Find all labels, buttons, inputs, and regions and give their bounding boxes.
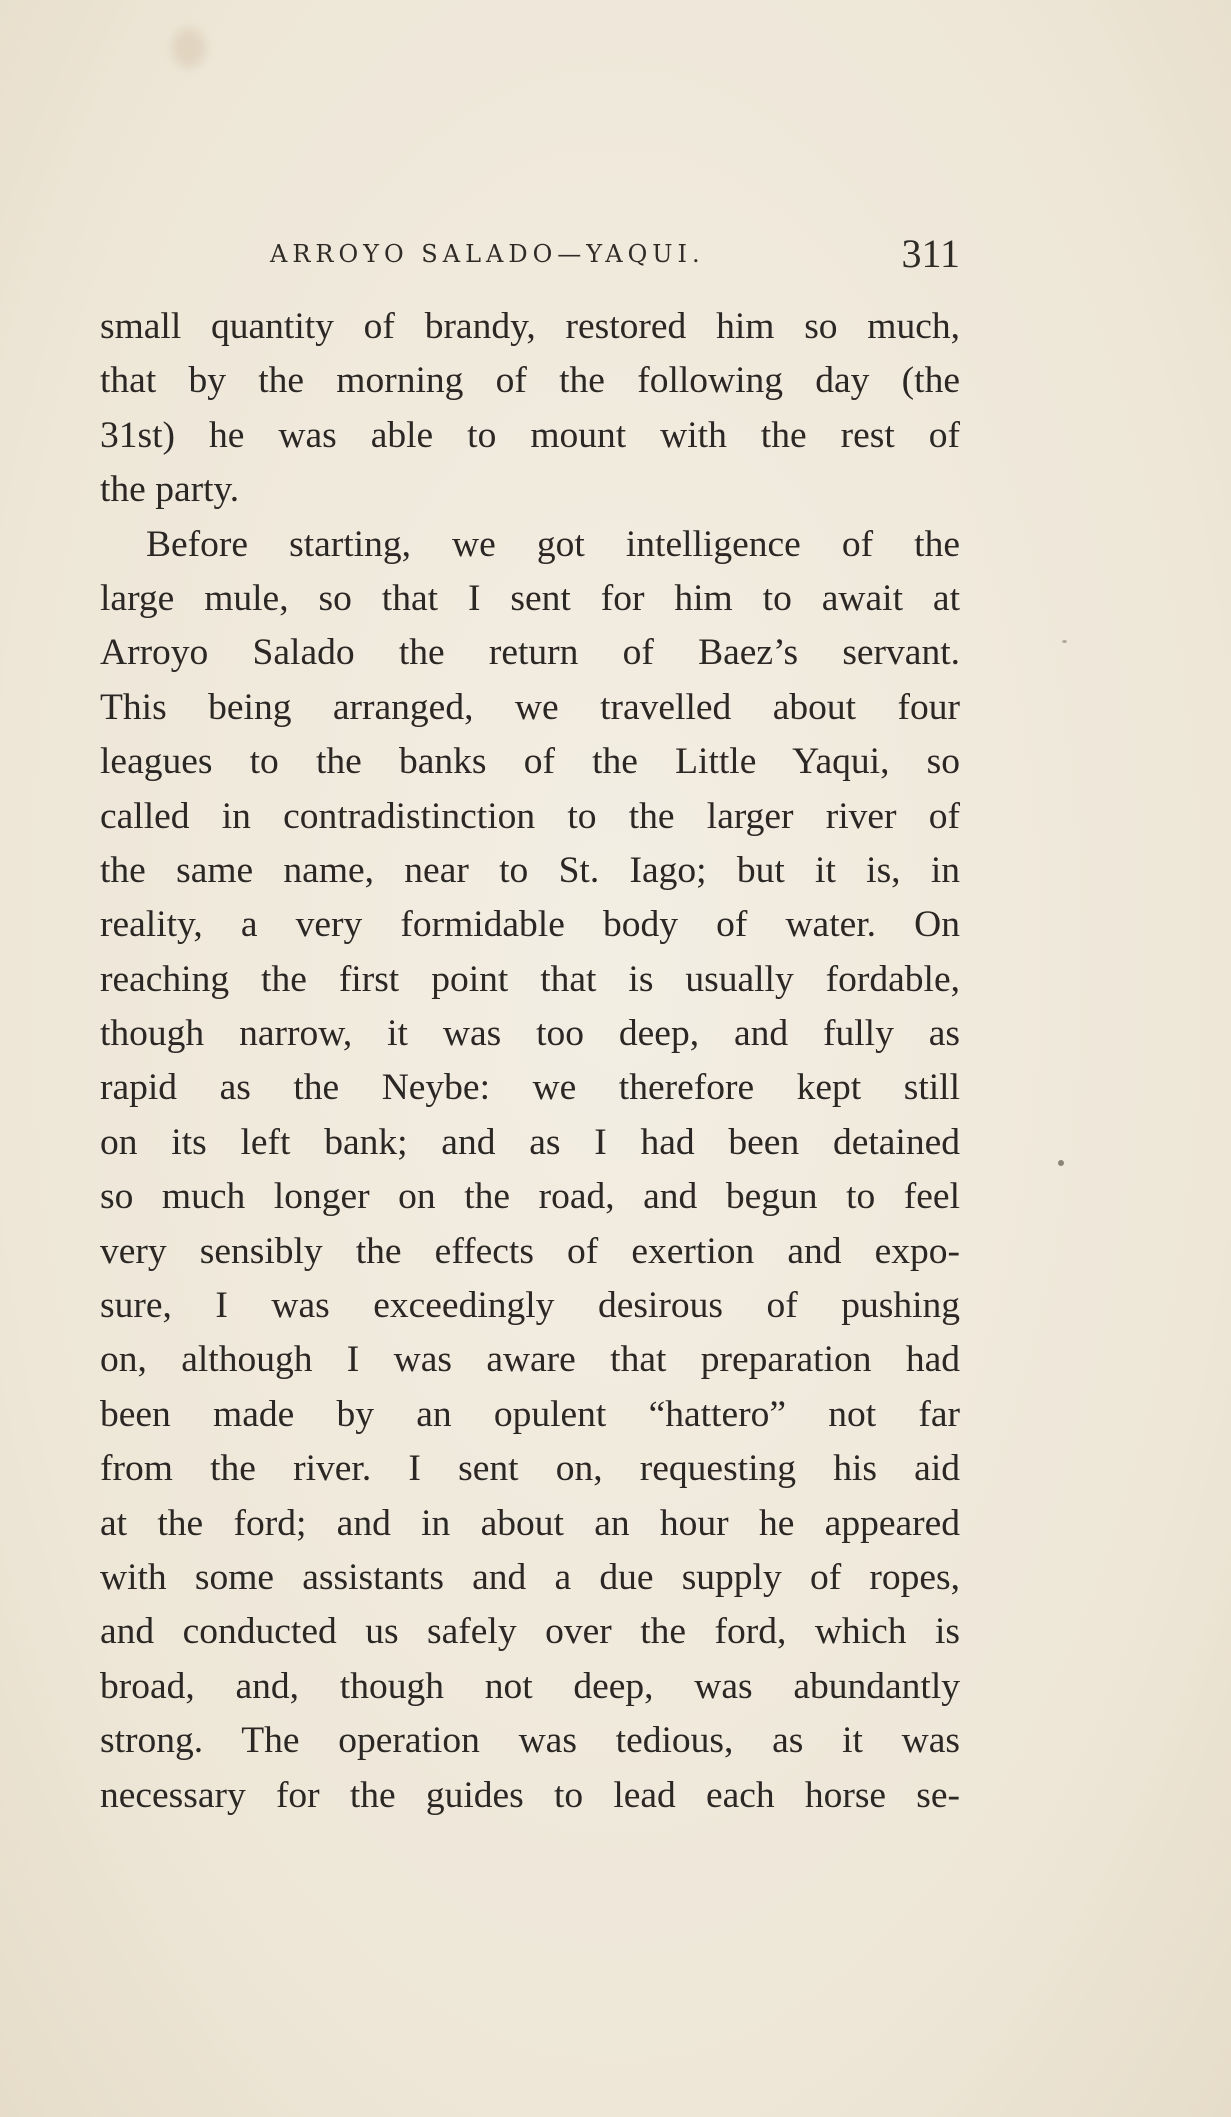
- ink-speck: [1058, 1160, 1064, 1166]
- body-text: [100, 300, 960, 1823]
- text-line: necessary for the guides to lead each horse se-: [100, 1774, 960, 1816]
- paragraph-1: [100, 300, 960, 518]
- text-line: called in contradistinction to the larger river of: [100, 795, 960, 837]
- running-head-title: ARROYO SALADO—YAQUI.: [270, 240, 705, 268]
- text-line: sure, I was exceedingly desirous of pushing: [100, 1285, 960, 1327]
- text-line: reality, a very formidable body of water. On: [100, 904, 960, 946]
- text-line: though narrow, it was too deep, and fully as: [100, 1013, 960, 1055]
- text-line: been made by an opulent “hattero” not far: [100, 1393, 960, 1435]
- foxing-stain: [172, 28, 206, 68]
- text-line: at the ford; and in about an hour he appeared: [100, 1502, 960, 1544]
- text-line: large mule, so that I sent for him to await at: [100, 577, 960, 619]
- text-line: Arroyo Salado the return of Baez’s servant.: [100, 632, 960, 674]
- paragraph-2: [100, 518, 960, 1823]
- text-line: the same name, near to St. Iago; but it is, in: [100, 849, 960, 891]
- text-line: strong. The operation was tedious, as it was: [100, 1720, 960, 1762]
- text-line: very sensibly the effects of exertion and expo-: [100, 1230, 960, 1272]
- text-line: that by the morning of the following day (the: [100, 360, 960, 402]
- ink-speck: [1062, 640, 1067, 643]
- running-head: [100, 230, 960, 280]
- text-line: reaching the first point that is usually fordable,: [100, 958, 960, 1000]
- text-line: leagues to the banks of the Little Yaqui, so: [100, 741, 960, 783]
- text-line: Before starting, we got intelligence of the: [146, 523, 960, 565]
- text-line: rapid as the Neybe: we therefore kept still: [100, 1067, 960, 1109]
- text-line: the party.: [100, 469, 240, 511]
- text-line: so much longer on the road, and begun to feel: [100, 1176, 960, 1218]
- text-line: and conducted us safely over the ford, which is: [100, 1611, 960, 1653]
- page-number: 311: [901, 231, 960, 276]
- text-line: broad, and, though not deep, was abundantly: [100, 1665, 960, 1707]
- text-line: small quantity of brandy, restored him so much,: [100, 306, 960, 347]
- text-line: 31st) he was able to mount with the rest of: [100, 414, 960, 456]
- text-line: on its left bank; and as I had been detained: [100, 1121, 960, 1163]
- text-line: from the river. I sent on, requesting his aid: [100, 1448, 960, 1490]
- text-line: This being arranged, we travelled about four: [100, 686, 960, 728]
- text-line: with some assistants and a due supply of ropes,: [100, 1556, 960, 1598]
- text-line: on, although I was aware that preparation had: [100, 1339, 960, 1381]
